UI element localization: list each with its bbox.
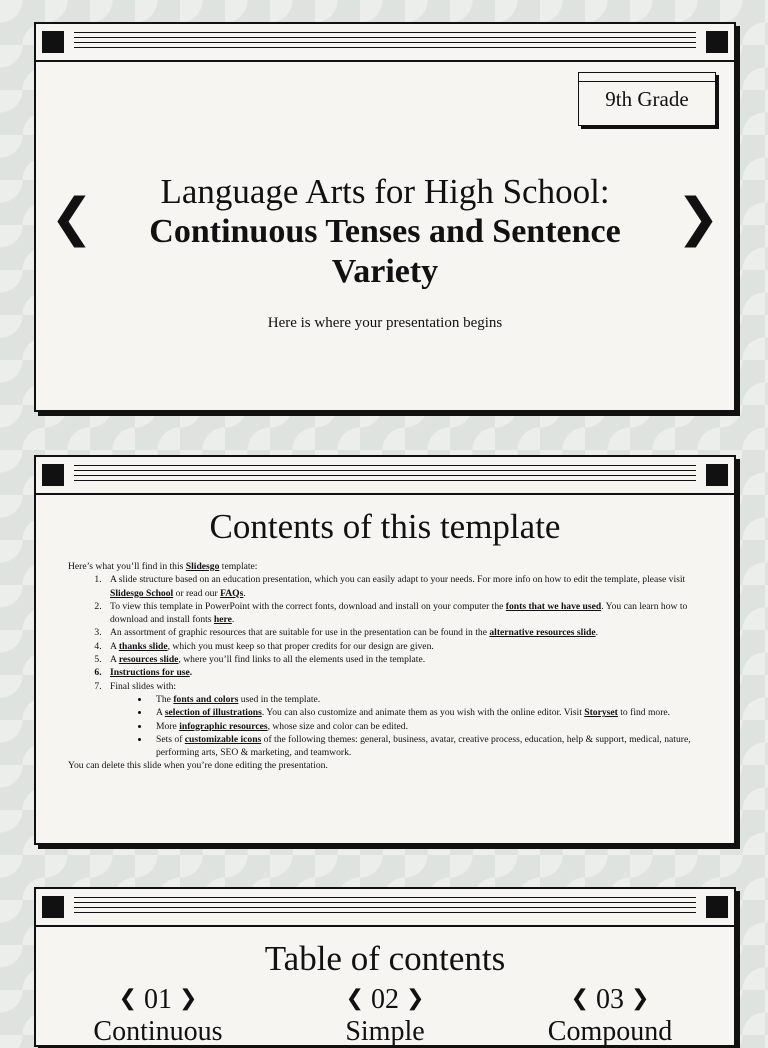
chevron-left-icon: ❮ [345,986,364,1011]
slide-header-bar [36,24,734,62]
list-item: 5. A resources slide, where you’ll find links to all the elements used in the template. [104,653,698,666]
here-link[interactable]: here [213,614,232,626]
icons-link[interactable]: customizable icons [184,733,262,745]
chevron-right-icon: ❯ [179,986,198,1011]
toc-label-03: Compound [547,1016,673,1047]
contents-body [68,560,698,773]
chevron-right-icon: ❯ [406,986,425,1011]
title-line-2: Continuous Tenses and Sentence Variety [149,213,621,290]
slide-header-bar [36,889,734,927]
illustrations-link[interactable]: selection of illustrations [164,707,262,719]
header-lines [74,465,696,485]
alternative-resources-link[interactable]: alternative resources slide [489,627,596,639]
contents-list [68,573,698,759]
header-square-right [706,896,728,918]
list-item: 4. A thanks slide, which you must keep so that proper credits for our design are given. [104,640,698,653]
list-item: 7. Final slides with: • The fonts and colors used in the template. • A selection of illustrations. You can also customize and animate them as you wish with the online editor. Visit Storyset to find more. • More infographic resources, whose size and color can be edited. • Sets of customizable icons of the following themes: general, business, avatar, creative process, education, help & support, medical, nature, performing arts, SEO & marketing, and teamwork. [104,680,698,760]
fonts-colors-link[interactable]: fonts and colors [173,693,239,705]
list-item: • The fonts and colors used in the template. [150,693,698,706]
toc-label-02: Simple [345,1016,425,1047]
chevron-left-icon[interactable]: ❮ [50,188,94,248]
resources-slide-link[interactable]: resources slide [118,654,179,666]
header-square-left [42,31,64,53]
slide-header-bar [36,457,734,495]
table-of-contents-slide [34,887,736,1047]
grade-badge: 9th Grade [578,72,716,126]
header-square-left [42,464,64,486]
toc-number-01: ❮ 01 ❯ [118,984,198,1015]
title-slide [34,22,736,412]
title-line-1: Language Arts for High School: [160,172,610,211]
slidesgo-link[interactable]: Slidesgo [185,561,220,572]
storyset-link[interactable]: Storyset [584,707,618,719]
header-lines [74,32,696,52]
list-item: 3. An assortment of graphic resources that are suitable for use in the presentation can be found in the alternative resources slide. [104,626,698,639]
toc-number-02: ❮ 02 ❯ [345,984,425,1015]
chevron-right-icon[interactable]: ❯ [676,188,720,248]
chevron-right-icon: ❯ [631,986,650,1011]
header-square-right [706,464,728,486]
infographic-link[interactable]: infographic resources [179,720,268,732]
list-item: 6. Instructions for use. [104,666,698,679]
intro-text: Here’s what you’ll find in this Slidesgo template: [68,561,258,572]
closing-text: You can delete this slide when you’re done editing the presentation. [68,760,328,772]
subtitle: Here is where your presentation begins [267,315,503,331]
contents-heading: Contents of this template [209,507,561,546]
header-square-right [706,31,728,53]
list-item: 2. To view this template in PowerPoint with the correct fonts, download and install on your computer the fonts that we have used. You can learn how to download and install fonts here. [104,600,698,627]
toc-heading: Table of contents [264,939,506,978]
final-slides-list [110,693,698,759]
list-item: 1. A slide structure based on an education presentation, which you can easily adapt to your needs. For more info on how to edit the template, please visit Slidesgo School or read our FAQs. [104,573,698,600]
list-item: • Sets of customizable icons of the following themes: general, business, avatar, creative process, education, help & support, medical, nature, performing arts, SEO & marketing, and teamwork. [150,733,698,760]
list-item: • More infographic resources, whose size and color can be edited. [150,720,698,733]
toc-label-01: Continuous [93,1016,223,1047]
header-square-left [42,896,64,918]
thanks-slide-link[interactable]: thanks slide [118,640,168,652]
contents-slide [34,455,736,845]
instructions-link[interactable]: Instructions for use [110,667,190,679]
chevron-left-icon: ❮ [570,986,589,1011]
fonts-used-link[interactable]: fonts that we have used [505,600,602,612]
chevron-left-icon: ❮ [118,986,137,1011]
toc-number-03: ❮ 03 ❯ [570,984,650,1015]
header-lines [74,897,696,917]
list-item: • A selection of illustrations. You can also customize and animate them as you wish with the online editor. Visit Storyset to find more. [150,706,698,719]
faqs-link[interactable]: FAQs [220,587,244,599]
slidesgo-school-link[interactable]: Slidesgo School [110,587,174,599]
